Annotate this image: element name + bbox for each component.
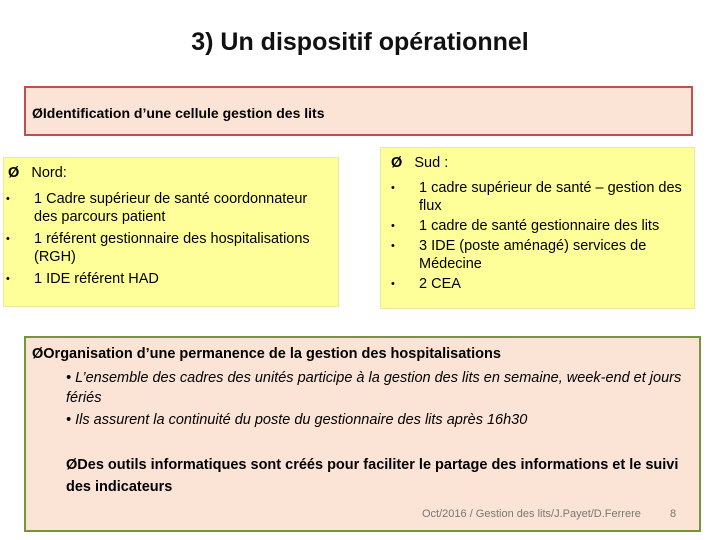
list-item: • 3 IDE (poste aménagé) services de Médecine xyxy=(391,238,647,272)
organisation-paragraph-1: • L’ensemble des cadres des unités participe à la gestion des lits en semaine, week-end et jours fériés xyxy=(66,370,682,406)
organisation-heading: ØOrganisation d’une permanence de la gestion des hospitalisations xyxy=(32,346,501,362)
nord-list xyxy=(4,190,329,292)
sud-list xyxy=(389,179,689,297)
arrow-bullet-icon: Ø xyxy=(32,105,43,121)
organisation-box xyxy=(24,336,701,532)
list-item: • 1 Cadre supérieur de santé coordonnateur des parcours patient xyxy=(6,191,308,225)
arrow-bullet-icon: Ø xyxy=(66,457,78,473)
bullet-icon: • xyxy=(6,233,10,245)
bullet-icon: • xyxy=(391,278,395,290)
arrow-bullet-icon: Ø xyxy=(32,346,44,362)
arrow-bullet-icon: Ø xyxy=(8,165,20,181)
list-item: • 1 cadre de santé gestionnaire des lits xyxy=(391,218,660,234)
sud-heading-label: Sud : xyxy=(414,155,449,171)
bullet-icon: • xyxy=(391,240,395,252)
list-item: • 1 cadre supérieur de santé – gestion des flux xyxy=(391,180,682,214)
slide-title: 3) Un dispositif opérationnel xyxy=(191,28,529,56)
sud-box xyxy=(380,147,695,309)
list-item: • 1 IDE référent HAD xyxy=(6,271,159,287)
list-item: • 1 référent gestionnaire des hospitalisations (RGH) xyxy=(6,231,310,265)
page-number: 8 xyxy=(670,508,677,520)
list-item: • 2 CEA xyxy=(391,276,461,292)
footer-text: Oct/2016 / Gestion des lits/J.Payet/D.Ferrere xyxy=(422,508,641,520)
bullet-icon: • xyxy=(6,193,10,205)
nord-heading-label: Nord: xyxy=(31,165,67,181)
sud-heading xyxy=(391,155,448,171)
tools-heading: ØDes outils informatiques sont créés pour faciliter le partage des informations et le suivi des indicateurs xyxy=(66,457,679,495)
nord-box xyxy=(3,157,339,307)
nord-heading xyxy=(8,165,67,181)
identification-label: Identification d’une cellule gestion des lits xyxy=(42,105,325,121)
bullet-icon: • xyxy=(6,273,10,285)
organisation-paragraph-2: • Ils assurent la continuité du poste du gestionnaire des lits après 16h30 xyxy=(66,412,528,428)
identification-box xyxy=(24,86,693,136)
arrow-bullet-icon: Ø xyxy=(391,155,403,171)
identification-text xyxy=(32,105,325,121)
bullet-icon: • xyxy=(391,220,395,232)
bullet-icon: • xyxy=(391,182,395,194)
